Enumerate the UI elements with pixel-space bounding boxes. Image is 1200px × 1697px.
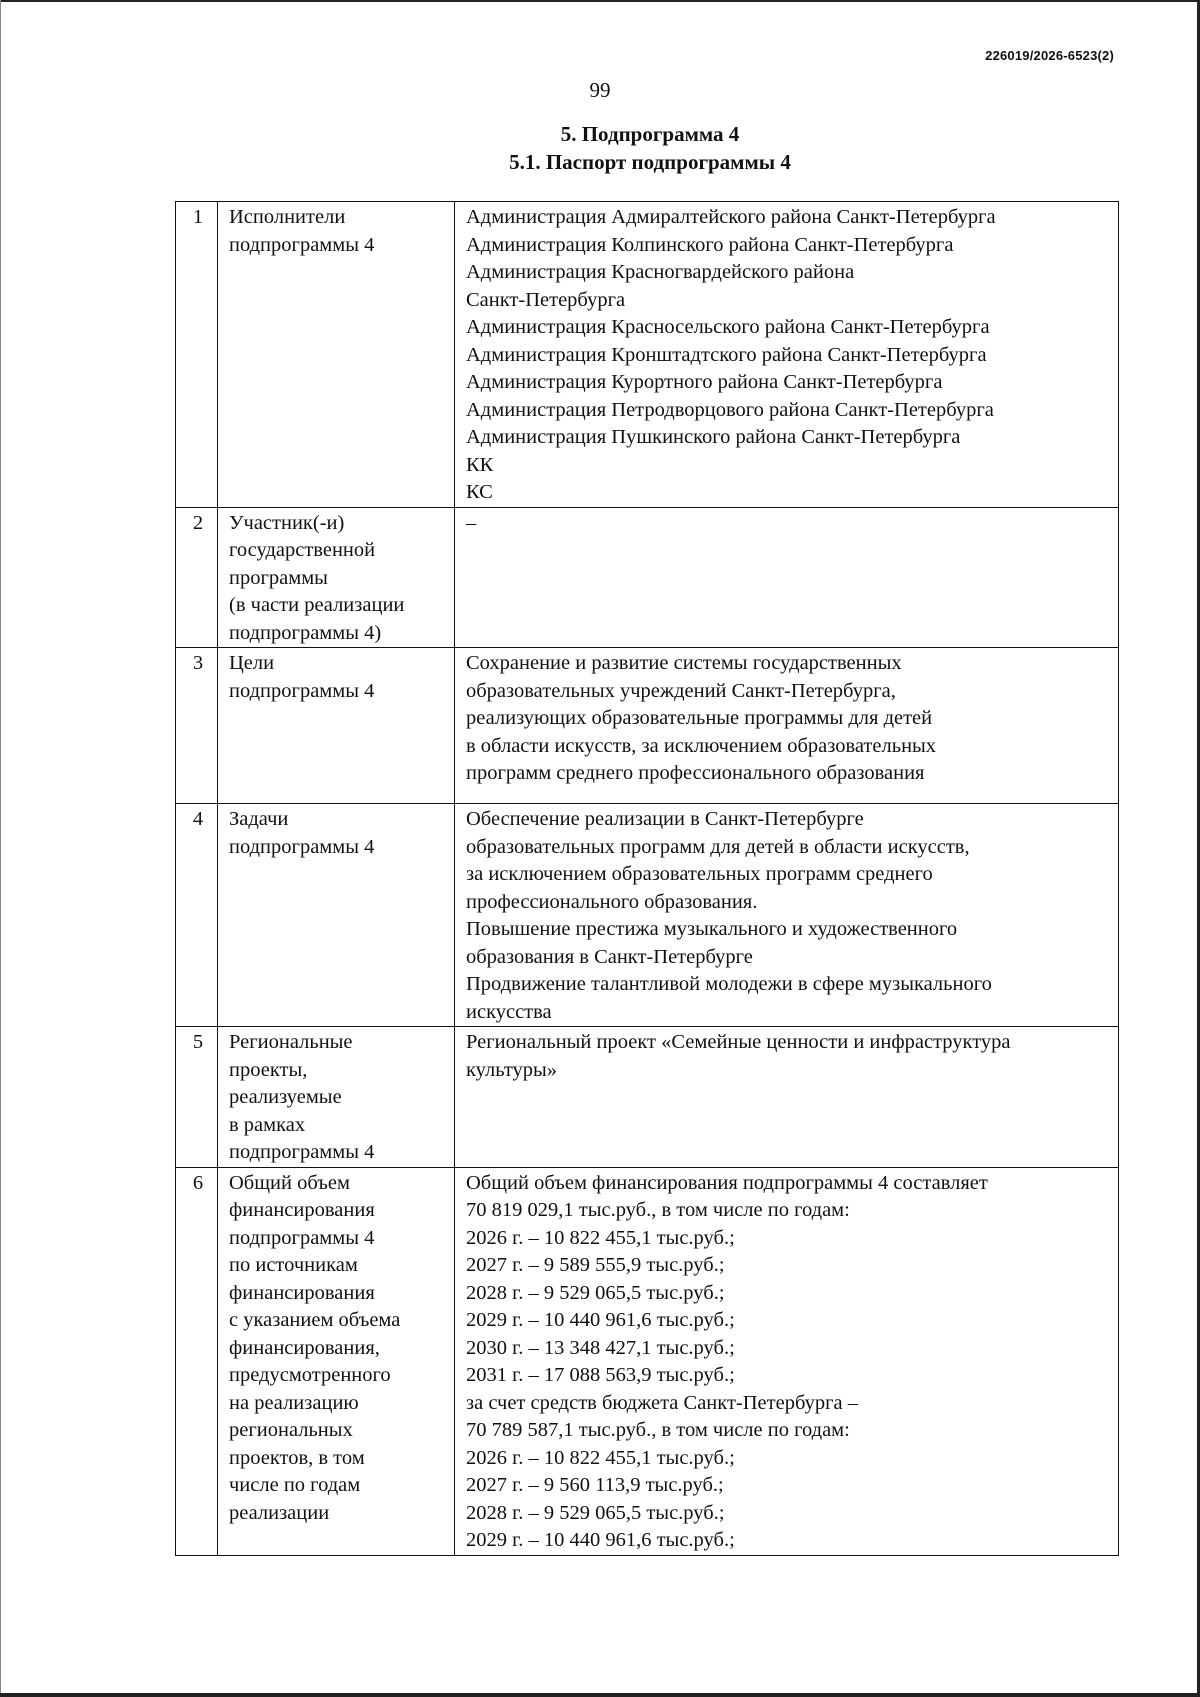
table-row [176, 507, 1119, 648]
row-value-line: культуры» [466, 1058, 558, 1081]
row-value-line: в области искусств, за исключением образовательных [466, 734, 937, 757]
row-number: 2 [176, 507, 218, 648]
passport-table-body [176, 202, 1119, 1556]
row-label-line: Региональные [229, 1031, 353, 1053]
section-title: 5. Подпрограмма 4 [560, 122, 740, 146]
row-label-line: (в части реализации [229, 594, 405, 616]
row-value-line: за исключением образовательных программ среднего [466, 863, 933, 885]
document-id: 226019/2026-6523(2) [985, 48, 1114, 63]
row-value-line: 2027 г. – 9 560 113,9 тыс.руб.; [466, 1474, 724, 1496]
row-value-line: Продвижение талантливой молодежи в сфере музыкального [466, 973, 992, 995]
row-label-line: Участник(-и) [229, 511, 345, 534]
row-number: 6 [176, 1167, 218, 1555]
row-value [455, 804, 1119, 1027]
row-label [218, 1167, 455, 1555]
row-label-line: подпрограммы 4 [229, 1226, 375, 1249]
row-label-line: программы [229, 566, 328, 589]
row-value-line: образовательных программ для детей в области искусств, [466, 835, 970, 858]
row-label [218, 1027, 455, 1168]
row-label-line: предусмотренного [229, 1364, 391, 1386]
table-row [176, 1027, 1119, 1168]
row-label-line: финансирования [229, 1199, 375, 1221]
row-label-line: подпрограммы 4 [229, 835, 375, 858]
row-number: 1 [176, 202, 218, 508]
row-value-line: Обеспечение реализации в Санкт-Петербурге [466, 808, 864, 830]
row-value-line: Администрация Пушкинского района Санкт-Петербурга [466, 426, 961, 448]
row-label-line: финансирования, [229, 1336, 380, 1359]
row-value-line: 2031 г. – 17 088 563,9 тыс.руб.; [466, 1364, 735, 1386]
row-value [455, 202, 1119, 508]
table-row [176, 202, 1119, 508]
row-label-line: Исполнители [229, 206, 346, 228]
row-label-line: финансирования [229, 1281, 375, 1304]
row-value [455, 1027, 1119, 1168]
row-value-line: 2028 г. – 9 529 065,5 тыс.руб.; [466, 1501, 725, 1524]
row-label-line: проектов, в том [229, 1446, 365, 1469]
row-value-line: Администрация Красносельского района Санкт-Петербурга [466, 316, 990, 338]
row-value [455, 648, 1119, 804]
row-label-line: проекты, [229, 1058, 308, 1081]
row-value-line: 70 789 587,1 тыс.руб., в том числе по годам: [466, 1419, 850, 1441]
row-label [218, 202, 455, 508]
row-label-line: на реализацию [229, 1391, 359, 1414]
row-value-line: профессионального образования. [466, 890, 758, 913]
row-number: 5 [176, 1027, 218, 1168]
row-value-line: КС [466, 481, 493, 503]
row-value-line: Санкт-Петербурга [466, 288, 626, 311]
row-label-line: в рамках [229, 1113, 306, 1136]
row-label-line: реализации [229, 1501, 330, 1524]
row-value-line: 2030 г. – 13 348 427,1 тыс.руб.; [466, 1336, 735, 1359]
row-label [218, 648, 455, 804]
row-value-line: Региональный проект «Семейные ценности и инфраструктура [466, 1031, 1011, 1053]
row-value-line: Сохранение и развитие системы государственных [466, 652, 902, 674]
row-value-line: Повышение престижа музыкального и художественного [466, 918, 958, 940]
row-label-line: по источникам [229, 1254, 358, 1276]
table-row [176, 648, 1119, 804]
row-label-line: региональных [229, 1419, 353, 1441]
page-number: 99 [589, 78, 611, 102]
row-value-line: за счет средств бюджета Санкт-Петербурга – [466, 1391, 858, 1414]
row-value-line: – [466, 511, 477, 534]
row-value-line: Администрация Петродворцового района Санкт-Петербурга [466, 398, 994, 421]
row-value-line: Администрация Курортного района Санкт-Петербурга [466, 371, 943, 393]
row-label-line: реализуемые [229, 1086, 342, 1108]
row-value-line: искусства [466, 1000, 552, 1023]
table-row [176, 804, 1119, 1027]
row-label-line: подпрограммы 4 [229, 679, 375, 702]
row-label-line: Задачи [229, 808, 289, 830]
row-label-line: подпрограммы 4) [229, 621, 382, 644]
scan-border-top [0, 0, 1200, 2]
row-value-line: Администрация Адмиралтейского района Санкт-Петербурга [466, 206, 996, 228]
section-subtitle: 5.1. Паспорт подпрограммы 4 [509, 150, 791, 174]
row-value-line: образования в Санкт-Петербурге [466, 945, 753, 968]
row-value-line: программ среднего профессионального образования [466, 762, 925, 784]
row-label [218, 507, 455, 648]
row-value-line: Администрация Колпинского района Санкт-Петербурга [466, 233, 954, 256]
row-value-line: реализующих образовательные программы для детей [466, 707, 933, 729]
row-value-line: Общий объем финансирования подпрограммы 4 составляет [466, 1171, 988, 1194]
row-label-line: подпрограммы 4 [229, 233, 375, 256]
row-label-line: Общий объем [229, 1171, 350, 1194]
row-value-line: 2026 г. – 10 822 455,1 тыс.руб.; [466, 1226, 735, 1249]
row-label-line: подпрограммы 4 [229, 1141, 375, 1163]
table-row [176, 1167, 1119, 1555]
row-label-line: числе по годам [229, 1474, 361, 1496]
passport-table [175, 201, 1119, 1556]
row-value-line: 2027 г. – 9 589 555,9 тыс.руб.; [466, 1254, 725, 1276]
row-label-line: с указанием объема [229, 1309, 401, 1331]
row-label [218, 804, 455, 1027]
row-number: 3 [176, 648, 218, 804]
row-value-line: КК [466, 453, 494, 476]
row-number: 4 [176, 804, 218, 1027]
row-value-line: 2029 г. – 10 440 961,6 тыс.руб.; [466, 1529, 735, 1551]
row-label-line: государственной [229, 539, 376, 561]
scan-border-left [0, 0, 1, 1697]
row-value-line: 2029 г. – 10 440 961,6 тыс.руб.; [466, 1309, 735, 1331]
row-value-line: Администрация Красногвардейского района [466, 261, 855, 283]
scan-border-bottom [0, 1693, 1200, 1697]
row-label-line: Цели [229, 652, 275, 674]
row-value-line: 2028 г. – 9 529 065,5 тыс.руб.; [466, 1281, 725, 1304]
row-value [455, 507, 1119, 648]
row-value-line: Администрация Кронштадтского района Санкт-Петербурга [466, 343, 987, 366]
row-value-line: 70 819 029,1 тыс.руб., в том числе по годам: [466, 1199, 850, 1221]
row-value-line: 2026 г. – 10 822 455,1 тыс.руб.; [466, 1446, 735, 1469]
row-value [455, 1167, 1119, 1555]
row-value-line: образовательных учреждений Санкт-Петербурга, [466, 679, 896, 702]
